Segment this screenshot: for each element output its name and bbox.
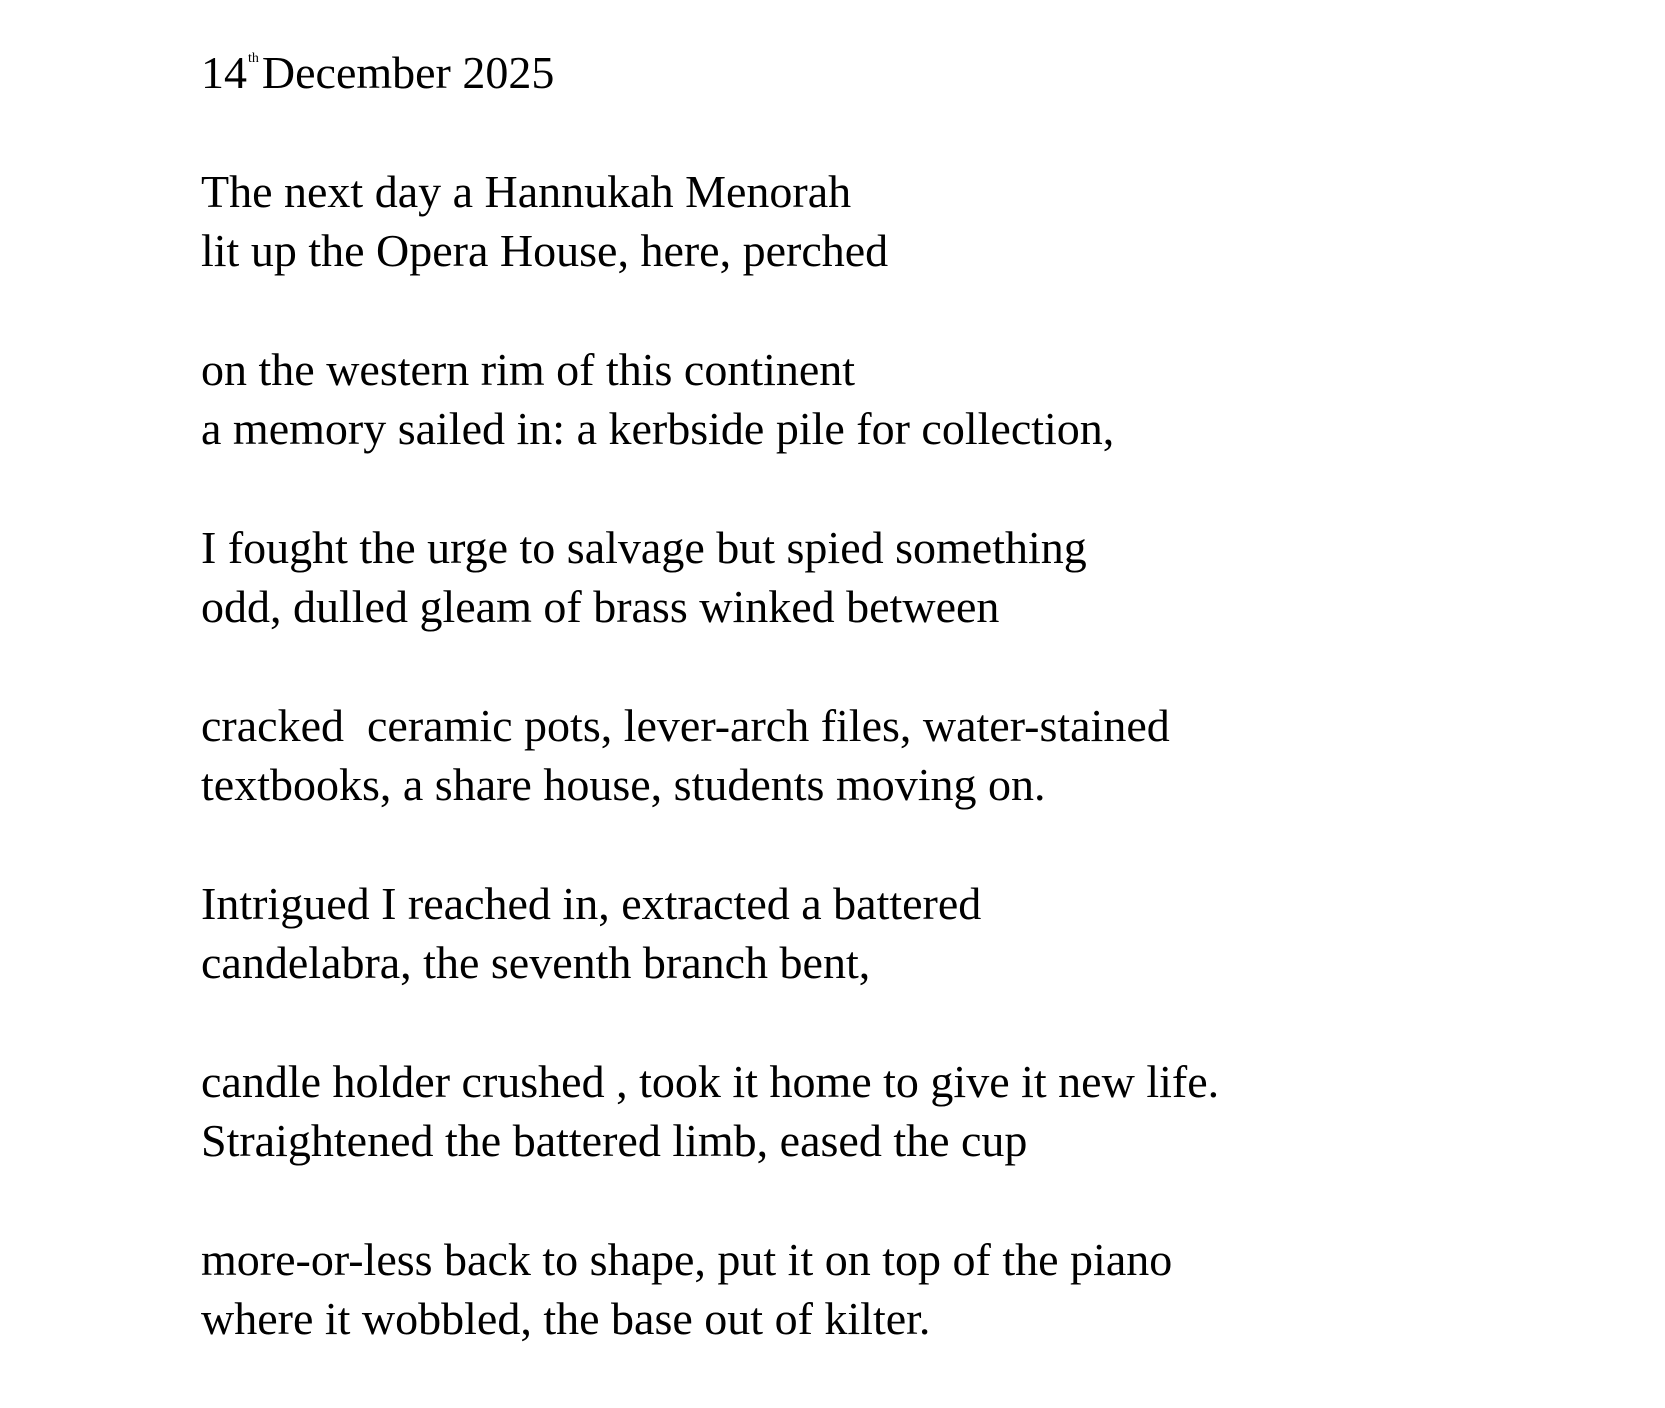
poem-line: where it wobbled, the base out of kilter.: [201, 1293, 931, 1344]
poem-line: on the western rim of this continent: [201, 344, 856, 395]
poem-date: [201, 44, 554, 114]
stanza: [201, 1052, 1601, 1230]
date-day: 14: [201, 47, 247, 98]
stanza: [201, 696, 1601, 874]
stanza: [201, 518, 1601, 696]
poem-line: candelabra, the seventh branch bent,: [201, 937, 871, 988]
poem-line: odd, dulled gleam of brass winked between: [201, 581, 1000, 632]
poem-line: Intrigued I reached in, extracted a battered: [201, 878, 982, 929]
poem-line: The next day a Hannukah Menorah: [201, 166, 852, 217]
poem-line: lit up the Opera House, here, perched: [201, 225, 889, 276]
stanza: [201, 340, 1601, 518]
stanza: [201, 874, 1601, 1052]
poem-line: cracked ceramic pots, lever-arch files, water-stained: [201, 700, 1170, 751]
stanza: [201, 1230, 1601, 1408]
date-month-year: December 2025: [261, 47, 555, 98]
date-suffix: th: [248, 51, 259, 66]
poem-line: Straightened the battered limb, eased the cup: [201, 1115, 1028, 1166]
stanza: [201, 162, 1601, 340]
poem-body: [201, 162, 1601, 1408]
poem-line: a memory sailed in: a kerbside pile for collection,: [201, 403, 1115, 454]
poem-line: I fought the urge to salvage but spied something: [201, 522, 1087, 573]
poem-line: textbooks, a share house, students moving on.: [201, 759, 1046, 810]
poem-line: more-or-less back to shape, put it on top of the piano: [201, 1234, 1173, 1285]
poem-line: candle holder crushed , took it home to give it new life.: [201, 1056, 1220, 1107]
